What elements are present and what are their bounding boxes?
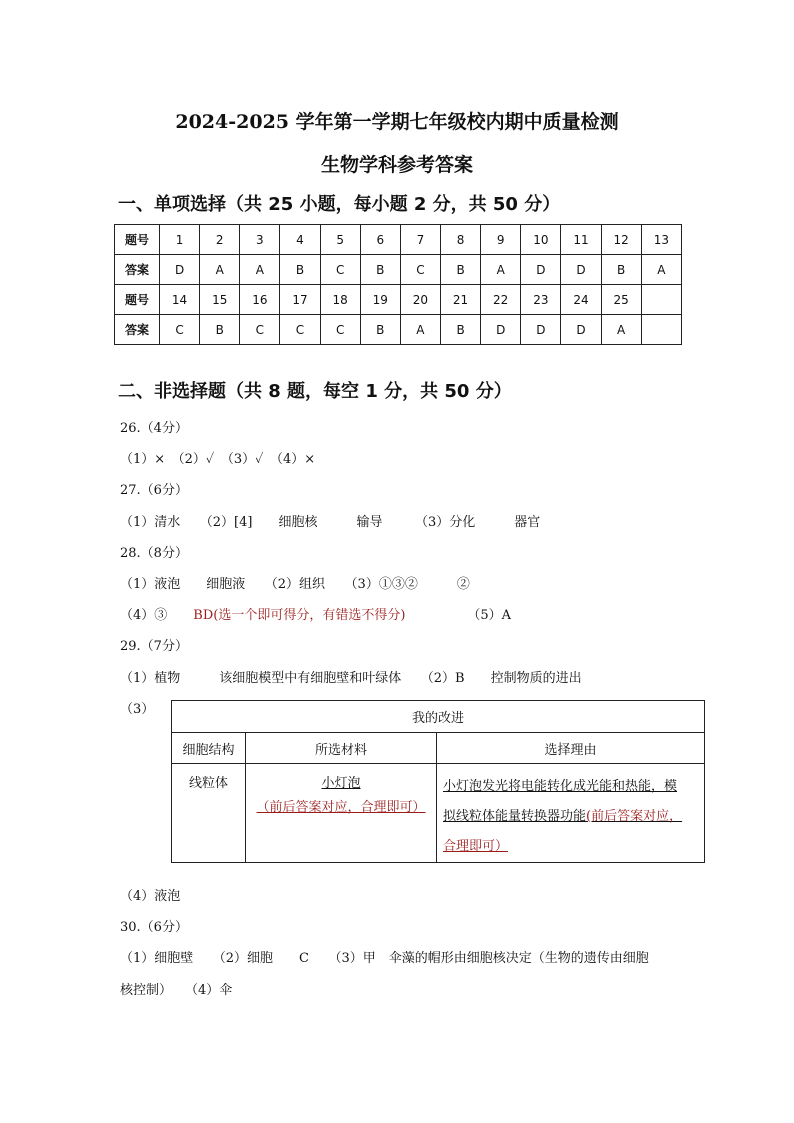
answer-cell: B (360, 315, 400, 345)
question-number-cell: 1 (160, 225, 200, 255)
q30-answer-2: 核控制） （4）伞 (120, 983, 233, 998)
question-number-cell: 9 (481, 225, 521, 255)
answer-cell: D (481, 315, 521, 345)
q28-part5: （5）A (467, 608, 512, 623)
question-number-cell: 10 (521, 225, 561, 255)
col-header-structure: 细胞结构 (172, 733, 246, 764)
row-header: 题号 (115, 225, 160, 255)
question-number-cell: 14 (160, 285, 200, 315)
answer-cell: A (200, 255, 240, 285)
answer-row (115, 315, 682, 345)
answer-cell: C (280, 315, 320, 345)
section2-heading: 二、非选择题（共 8 题，每空 1 分，共 50 分） (118, 381, 512, 402)
q28-answer-1: （1）液泡 细胞液 （2）组织 （3）①③② ② (120, 577, 470, 592)
question-number-cell: 6 (360, 225, 400, 255)
q30-answer-1: （1）细胞壁 （2）细胞 C （3）甲 伞藻的帽形由细胞核决定（生物的遗传由细胞 (120, 951, 649, 966)
reason-line-2-note: (前后答案对应， (586, 809, 683, 824)
question-number-cell: 16 (240, 285, 280, 315)
question-number-cell: 3 (240, 225, 280, 255)
answer-cell: C (320, 315, 360, 345)
answer-cell: D (561, 315, 601, 345)
q28-answer-2 (120, 604, 511, 623)
question-number-cell: 17 (280, 285, 320, 315)
answer-cell: A (240, 255, 280, 285)
answer-row (115, 255, 682, 285)
answer-cell: A (481, 255, 521, 285)
question-number-cell: 22 (481, 285, 521, 315)
question-number-cell: 5 (320, 225, 360, 255)
q28-note: BD(选一个即可得分，有错选不得分) (193, 608, 406, 623)
answer-cell: A (641, 255, 681, 285)
question-row (115, 225, 682, 255)
answer-cell: B (440, 315, 480, 345)
question-number-cell (641, 285, 681, 315)
question-row (115, 285, 682, 315)
reason-line-3: 合理即可） (443, 839, 509, 854)
answer-cell: D (521, 255, 561, 285)
question-number-cell: 7 (400, 225, 440, 255)
question-number-cell: 4 (280, 225, 320, 255)
answer-cell: B (601, 255, 641, 285)
question-number-cell: 13 (641, 225, 681, 255)
answer-cell: D (561, 255, 601, 285)
row-header: 答案 (115, 315, 160, 345)
q29-label: 29.（7分） (120, 639, 188, 654)
question-number-cell: 2 (200, 225, 240, 255)
q30-label: 30.（6分） (120, 920, 188, 935)
question-number-cell: 15 (200, 285, 240, 315)
q29-part3-label: （3） (120, 702, 155, 717)
row-header: 答案 (115, 255, 160, 285)
answer-cell: B (200, 315, 240, 345)
structure-value: 线粒体 (188, 776, 228, 791)
reason-line-2 (443, 802, 704, 832)
answer-cell: C (240, 315, 280, 345)
reason-line-2-text: 拟线粒体能量转换器功能 (443, 809, 587, 824)
q28-part4: （4）③ (120, 608, 194, 623)
cell-structure (172, 764, 246, 863)
question-number-cell: 11 (561, 225, 601, 255)
answer-table (114, 224, 682, 345)
q26-label: 26.（4分） (120, 421, 188, 436)
question-number-cell: 21 (440, 285, 480, 315)
question-number-cell: 23 (521, 285, 561, 315)
q27-answer: （1）清水 （2）[4] 细胞核 输导 （3）分化 器官 (120, 515, 541, 530)
improvement-table-title: 我的改进 (172, 701, 705, 733)
answer-cell (641, 315, 681, 345)
answer-cell: B (280, 255, 320, 285)
question-number-cell: 20 (400, 285, 440, 315)
col-header-reason: 选择理由 (437, 733, 705, 764)
question-number-cell: 8 (440, 225, 480, 255)
row-header: 题号 (115, 285, 160, 315)
answer-cell: C (160, 315, 200, 345)
question-number-cell: 19 (360, 285, 400, 315)
col-header-material: 所选材料 (246, 733, 437, 764)
question-number-cell: 18 (320, 285, 360, 315)
answer-cell: D (160, 255, 200, 285)
q27-label: 27.（6分） (120, 483, 188, 498)
cell-reason (437, 764, 705, 863)
answer-cell: A (400, 315, 440, 345)
q26-answer: （1）× （2）✓ （3）✓ （4）× (120, 452, 316, 467)
answer-cell: C (400, 255, 440, 285)
page-title: 2024-2025 学年第一学期七年级校内期中质量检测 (175, 111, 619, 133)
question-number-cell: 24 (561, 285, 601, 315)
section1-heading: 一、单项选择（共 25 小题，每小题 2 分，共 50 分） (118, 194, 561, 215)
answer-cell: B (360, 255, 400, 285)
reason-line-1: 小灯泡发光将电能转化成光能和热能，模 (443, 779, 678, 794)
question-number-cell: 12 (601, 225, 641, 255)
cell-material (246, 764, 437, 863)
question-number-cell: 25 (601, 285, 641, 315)
material-value: 小灯泡 (321, 776, 361, 791)
q29-answer-4: （4）液泡 (120, 889, 181, 904)
material-note: （前后答案对应，合理即可） (256, 800, 426, 815)
answer-cell: A (601, 315, 641, 345)
improvement-table (171, 700, 705, 863)
answer-cell: D (521, 315, 561, 345)
answer-cell: C (320, 255, 360, 285)
q28-label: 28.（8分） (120, 546, 188, 561)
q29-answer-1: （1）植物 该细胞模型中有细胞壁和叶绿体 （2）B 控制物质的进出 (120, 671, 582, 686)
page-subtitle: 生物学科参考答案 (320, 154, 473, 176)
answer-cell: B (440, 255, 480, 285)
